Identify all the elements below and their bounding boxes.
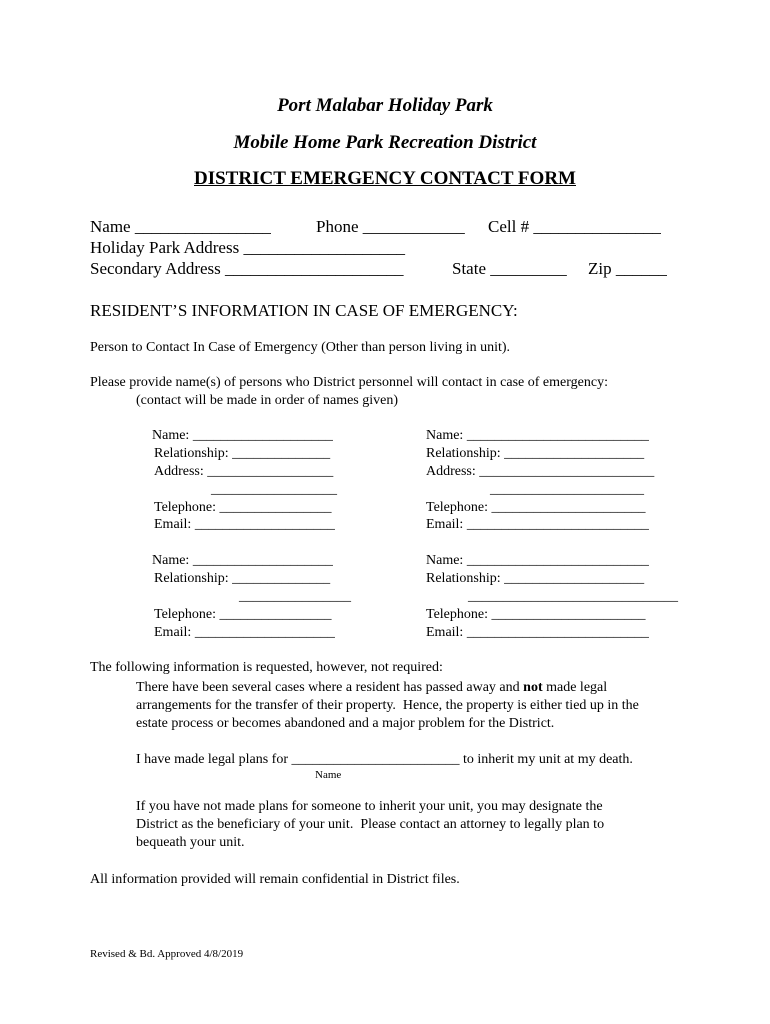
contact-relationship-field[interactable]: Relationship: ______________ <box>154 571 331 586</box>
resident-phone-field[interactable]: Phone ____________ <box>316 217 465 236</box>
resident-name-field[interactable]: Name ________________ <box>90 217 271 236</box>
contact-email-field[interactable]: Email: ____________________ <box>154 517 335 532</box>
contact-name-field[interactable]: Name: __________________________ <box>426 428 649 443</box>
contact-address-line-2[interactable]: __________________ <box>211 482 337 497</box>
confidential-note: All information provided will remain confidential in District files. <box>90 872 460 887</box>
contact-address-field[interactable]: Address: _________________________ <box>426 464 655 479</box>
contact-address-line-2[interactable]: ______________________ <box>490 482 644 497</box>
park-title: Port Malabar Holiday Park <box>277 95 493 116</box>
form-title: DISTRICT EMERGENCY CONTACT FORM <box>194 168 576 189</box>
section-heading: RESIDENT’S INFORMATION IN CASE OF EMERGENCY: <box>90 301 518 320</box>
secondary-address-field[interactable]: Secondary Address _____________________ <box>90 259 404 278</box>
optional-paragraph-line-2: arrangements for the transfer of their property. Hence, the property is either tied up in the <box>136 698 639 713</box>
name-caption: Name <box>315 769 342 781</box>
contact-name-field[interactable]: Name: ____________________ <box>152 553 333 568</box>
contact-extra-line[interactable]: ________________ <box>239 589 351 604</box>
contact-extra-line[interactable]: ______________________________ <box>468 589 678 604</box>
zip-field[interactable]: Zip ______ <box>588 259 667 278</box>
contact-telephone-field[interactable]: Telephone: ______________________ <box>426 607 646 622</box>
contact-telephone-field[interactable]: Telephone: ________________ <box>154 607 332 622</box>
beneficiary-paragraph-line-3: bequeath your unit. <box>136 835 245 850</box>
beneficiary-paragraph-line-2: District as the beneficiary of your unit. Please contact an attorney to legally plan to <box>136 817 605 832</box>
contact-relationship-field[interactable]: Relationship: ____________________ <box>426 571 645 586</box>
contact-name-field[interactable]: Name: ____________________ <box>152 428 333 443</box>
legal-plans-field[interactable]: I have made legal plans for ________________________ to inherit my unit at my death. <box>136 752 633 767</box>
contact-relationship-field[interactable]: Relationship: ______________ <box>154 446 331 461</box>
para-text: made legal <box>542 680 608 695</box>
holiday-park-address-field[interactable]: Holiday Park Address ___________________ <box>90 238 405 257</box>
district-subtitle: Mobile Home Park Recreation District <box>233 132 537 153</box>
contact-telephone-field[interactable]: Telephone: ________________ <box>154 500 332 515</box>
person-to-contact-text: Person to Contact In Case of Emergency (Other than person living in unit). <box>90 340 511 355</box>
para-text: There have been several cases where a resident has passed away and <box>136 680 524 695</box>
contact-address-field[interactable]: Address: __________________ <box>154 464 334 479</box>
contact-name-field[interactable]: Name: __________________________ <box>426 553 649 568</box>
resident-cell-field[interactable]: Cell # _______________ <box>488 217 661 236</box>
contact-email-field[interactable]: Email: __________________________ <box>426 625 649 640</box>
optional-paragraph-line-1 <box>136 681 607 695</box>
footer-revision: Revised & Bd. Approved 4/8/2019 <box>90 948 244 960</box>
instructions-line-2: (contact will be made in order of names given) <box>136 393 399 408</box>
state-field[interactable]: State _________ <box>452 259 567 278</box>
optional-paragraph-line-3: estate process or becomes abandoned and a major problem for the District. <box>136 716 555 731</box>
optional-intro: The following information is requested, however, not required: <box>90 660 443 675</box>
contact-relationship-field[interactable]: Relationship: ____________________ <box>426 446 645 461</box>
contact-email-field[interactable]: Email: __________________________ <box>426 517 649 532</box>
contact-email-field[interactable]: Email: ____________________ <box>154 625 335 640</box>
para-bold-text: not <box>523 680 543 695</box>
contact-telephone-field[interactable]: Telephone: ______________________ <box>426 500 646 515</box>
beneficiary-paragraph-line-1: If you have not made plans for someone to inherit your unit, you may designate the <box>136 799 603 814</box>
instructions-line-1: Please provide name(s) of persons who District personnel will contact in case of emergency: <box>90 375 608 390</box>
